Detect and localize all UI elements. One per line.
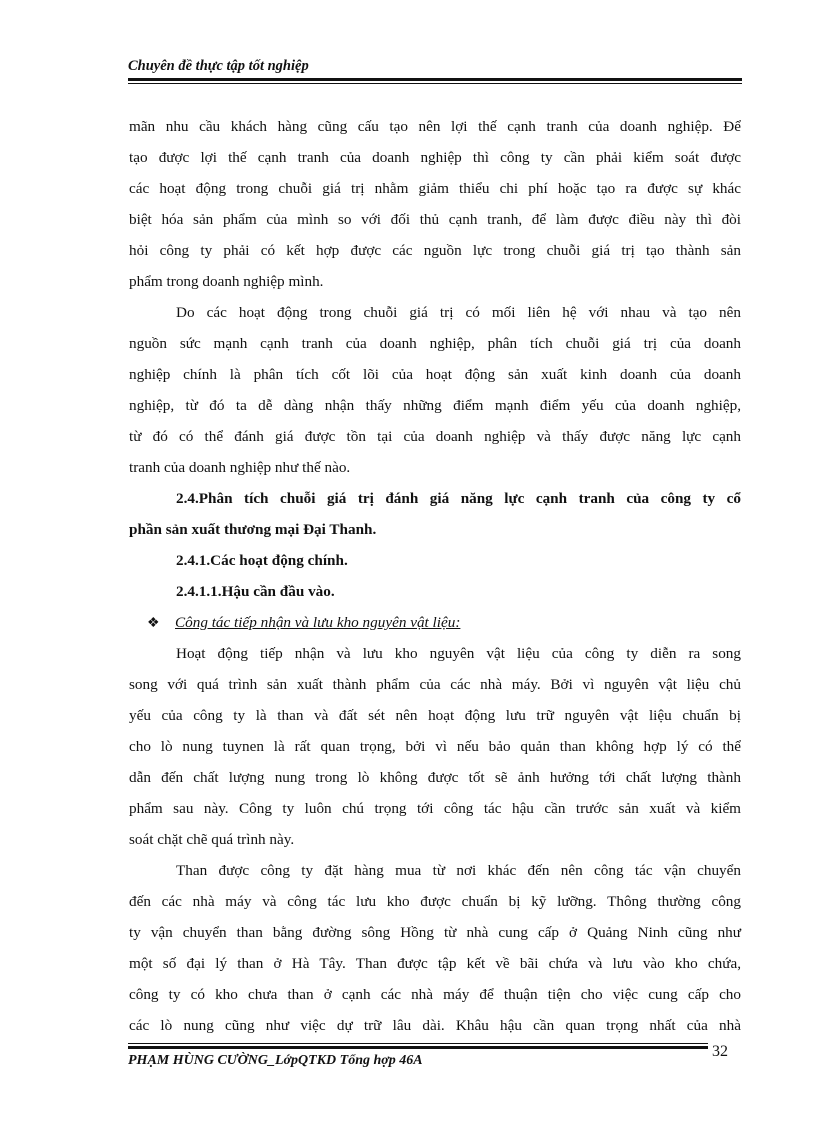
body-line: Than được công ty đặt hàng mua từ nơi khác đến nên công tác vận chuyển (176, 862, 741, 879)
body-line: tranh của doanh nghiệp như thế nào. (129, 459, 351, 476)
body-line: đến các nhà máy và công tác lưu kho được chuẩn bị kỹ lưỡng. Thông thường công (129, 893, 741, 910)
subsubsection-heading: 2.4.1.1.Hậu cần đầu vào. (176, 583, 335, 600)
bullet-item (129, 607, 741, 638)
body-line: song với quá trình sản xuất thành phẩm của các nhà máy. Bởi vì nguyên vật liệu chủ (129, 676, 741, 693)
body-line: phẩm sau này. Công ty luôn chú trọng tới công tác hậu cần trước sản xuất và kiểm (129, 800, 741, 817)
section-heading: phần sản xuất thương mại Đại Thanh. (129, 521, 377, 538)
body-line: yếu của công ty là than và đất sét nên hoạt động lưu trữ nguyên vật liệu chuẩn bị (129, 707, 741, 724)
body-line: mãn nhu cầu khách hàng cũng cấu tạo nên lợi thế cạnh tranh của doanh nghiệp. Để (129, 118, 741, 135)
body-line: tạo được lợi thế cạnh tranh của doanh nghiệp thì công ty cần phải kiểm soát được (129, 149, 741, 166)
body-line: từ đó có thể đánh giá được tồn tại của doanh nghiệp và thấy được năng lực cạnh (129, 428, 741, 445)
body-line: các hoạt động trong chuỗi giá trị nhằm giảm thiểu chi phí hoặc tạo ra được sự khác (129, 180, 741, 197)
body-line: nghiệp chính là phân tích cốt lõi của hoạt động sản xuất kinh doanh của doanh (129, 366, 741, 383)
subsection-heading: 2.4.1.Các hoạt động chính. (176, 552, 348, 569)
body-line: Hoạt động tiếp nhận và lưu kho nguyên vật liệu của công ty diễn ra song (176, 645, 741, 662)
body-line: một số đại lý than ở Hà Tây. Than được tập kết về bãi chứa và lưu vào kho chứa, (129, 955, 741, 972)
body-line: ty vận chuyển than bằng đường sông Hồng từ nhà cung cấp ở Quảng Ninh cũng như (129, 924, 741, 941)
body-line: soát chặt chẽ quá trình này. (129, 831, 295, 848)
section-heading: 2.4.Phân tích chuỗi giá trị đánh giá năng lực cạnh tranh của công ty cổ (176, 490, 741, 507)
footer-author: PHẠM HÙNG CƯỜNG_LớpQTKD Tổng hợp 46A (128, 1053, 423, 1068)
body-line: Do các hoạt động trong chuỗi giá trị có mối liên hệ với nhau và tạo nên (176, 304, 741, 321)
body-line: phẩm trong doanh nghiệp mình. (129, 273, 324, 290)
body-line: hỏi công ty phải có kết hợp được các nguồn lực trong chuỗi giá trị tạo thành sản (129, 242, 741, 259)
body-line: các lò nung cũng như việc dự trữ lâu dài. Khâu hậu cần quan trọng nhất của nhà (129, 1017, 741, 1034)
body-line: biệt hóa sản phẩm của mình so với đối thủ cạnh tranh, để làm được điều này thì đòi (129, 211, 741, 228)
body-line: cho lò nung tuynen là rất quan trọng, bởi vì nếu bảo quản than không hợp lý có thể (129, 738, 741, 755)
header-rule-thick (128, 78, 742, 81)
footer-rule-thick (128, 1046, 708, 1049)
page-header (128, 57, 742, 75)
document-body (129, 111, 741, 1041)
body-line: công ty có kho chưa than ở cạnh các nhà máy để thuận tiện cho việc cung cấp cho (129, 986, 741, 1003)
body-line: dẫn đến chất lượng nung trong lò không được tốt sẽ ảnh hưởng tới chất lượng thành (129, 769, 741, 786)
bullet-item-text: Công tác tiếp nhận và lưu kho nguyên vật liệu: (175, 614, 461, 631)
header-rule-thin (128, 83, 742, 84)
footer-rule-thin (128, 1043, 708, 1044)
header-title: Chuyên đề thực tập tốt nghiệp (128, 58, 309, 74)
body-line: nguồn sức mạnh cạnh tranh của doanh nghiệp, phân tích chuỗi giá trị của doanh (129, 335, 741, 352)
page-number: 32 (712, 1043, 728, 1060)
body-line: nghiệp, từ đó ta dễ dàng nhận thấy những điểm mạnh điểm yếu của doanh nghiệp, (129, 397, 741, 414)
diamond-bullet-icon: ❖ (147, 616, 160, 631)
